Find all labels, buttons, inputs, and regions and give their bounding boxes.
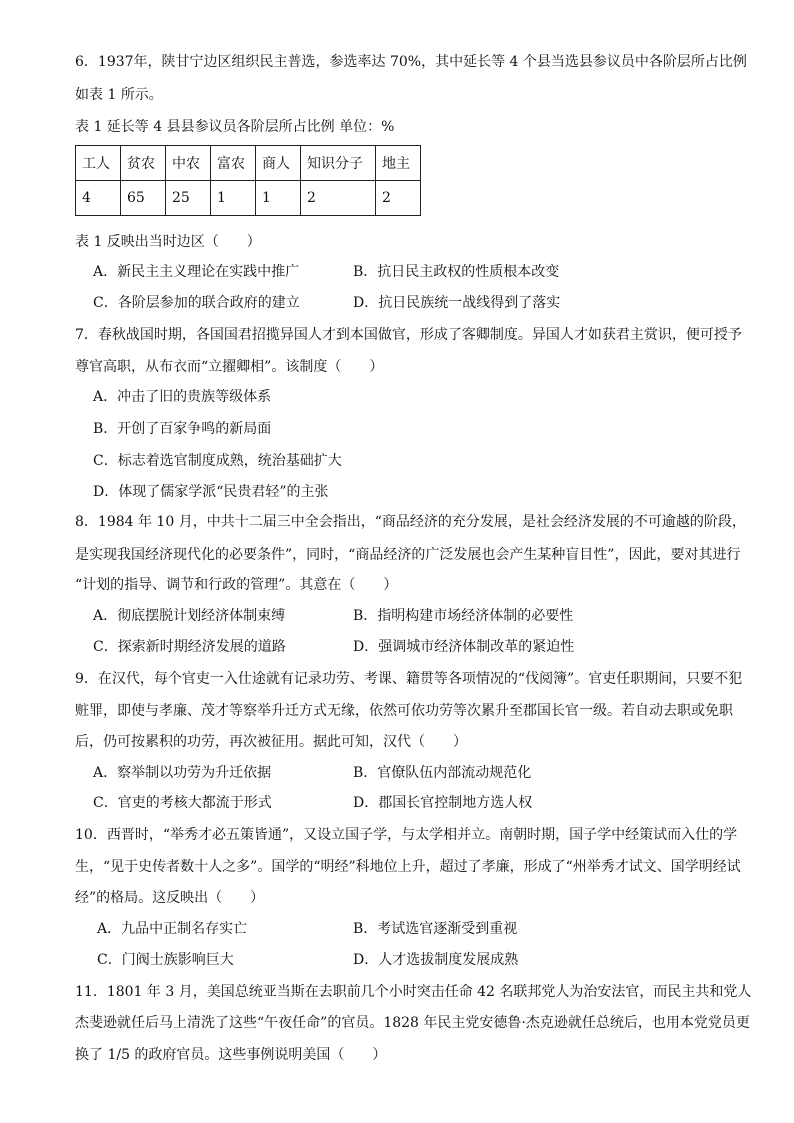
q11-line2: 杰斐逊就任后马上清洗了这些“午夜任命”的官员。1828 年民主党安德鲁·杰克逊就任总统后，也用本党党员更	[75, 1015, 750, 1031]
q7-option-a: A．冲击了旧的贵族等级体系	[93, 389, 272, 405]
table-header-row	[76, 146, 421, 181]
q10-option-c: C．门阀士族影响巨大	[97, 952, 234, 968]
q10-line3: 经”的格局。这反映出（ ）	[75, 890, 265, 906]
q8-option-b: B．指明构建市场经济体制的必要性	[353, 608, 574, 624]
table-header-cell: 工人	[76, 146, 121, 181]
q6-option-c: C．各阶层参加的联合政府的建立	[93, 295, 300, 311]
q6-option-b: B．抗日民主政权的性质根本改变	[353, 264, 560, 280]
q9-line1: 9．在汉代，每个官吏一入仕途就有记录功劳、考课、籍贯等各项情况的“伐阅簿”。官吏任职期间，只要不犯	[75, 671, 743, 687]
q9-option-d: D．郡国长官控制地方选人权	[353, 795, 533, 811]
table-header-cell: 富农	[211, 146, 256, 181]
q9-option-b: B．官僚队伍内部流动规范化	[353, 765, 532, 781]
q9-option-a: A．察举制以功劳为升迁依据	[93, 765, 272, 781]
q7-line1: 7．春秋战国时期，各国国君招揽异国人才到本国做官，形成了客卿制度。异国人才如获君主赏识，便可授予	[75, 327, 742, 343]
q8-option-c: C．探索新时期经济发展的道路	[93, 639, 286, 655]
q11-line3: 换了 1/5 的政府官员。这些事例说明美国（ ）	[75, 1047, 387, 1063]
q10-option-d: D．人才选拔制度发展成熟	[353, 952, 519, 968]
table-header-cell: 知识分子	[301, 146, 376, 181]
q9-line3: 后，仍可按累积的功劳，再次被征用。据此可知，汉代（ ）	[75, 734, 467, 750]
q8-line3: “计划的指导、调节和行政的管理”。其意在（ ）	[75, 577, 398, 593]
q11-line1: 11．1801 年 3 月，美国总统亚当斯在去职前几个小时突击任命 42 名联邦党人为治安法官，而民主共和党人	[75, 984, 752, 1000]
q6-option-a: A．新民主主义理论在实践中推广	[93, 264, 300, 280]
q6-option-d: D．抗日民族统一战线得到了落实	[353, 295, 561, 311]
table-cell: 2	[301, 181, 376, 216]
table-row	[76, 181, 421, 216]
q10-line2: 生，“见于史传者数十人之多”。国学的“明经”科地位上升，超过了孝廉，形成了“州举秀才试文、国学明经试	[75, 859, 741, 875]
q6-ratio-table	[75, 145, 421, 216]
q6-stem: 表 1 反映出当时边区（ ）	[75, 234, 261, 250]
q8-option-d: D．强调城市经济体制改革的紧迫性	[353, 639, 575, 655]
q8-line1: 8．1984 年 10 月，中共十二届三中全会指出，“商品经济的充分发展，是社会经济发展的不可逾越的阶段，	[75, 514, 746, 530]
q7-option-b: B．开创了百家争鸣的新局面	[93, 421, 272, 437]
q6-line2: 如表 1 所示。	[75, 87, 163, 103]
table-cell: 2	[376, 181, 421, 216]
q7-line2: 尊官高职，从布衣而“立擢卿相”。该制度（ ）	[75, 359, 384, 375]
table-cell: 1	[211, 181, 256, 216]
table-cell: 65	[121, 181, 166, 216]
q8-option-a: A．彻底摆脱计划经济体制束缚	[93, 608, 286, 624]
q9-option-c: C．官吏的考核大都流于形式	[93, 795, 272, 811]
table-cell: 4	[76, 181, 121, 216]
q9-line2: 赃罪，即使与孝廉、茂才等察举升迁方式无缘，依然可依功劳等次累升至郡国长官一级。若自动去职或免职	[75, 703, 733, 719]
q8-line2: 是实现我国经济现代化的必要条件”，同时，“商品经济的广泛发展也会产生某种盲目性”，因此，要对其进行	[75, 547, 741, 563]
table-header-cell: 中农	[166, 146, 211, 181]
table-header-cell: 贫农	[121, 146, 166, 181]
table-header-cell: 商人	[256, 146, 301, 181]
q6-table-caption: 表 1 延长等 4 县县参议员各阶层所占比例 单位：%	[75, 119, 395, 135]
q7-option-c: C．标志着选官制度成熟，统治基础扩大	[93, 453, 342, 469]
table-cell: 1	[256, 181, 301, 216]
table-header-cell: 地主	[376, 146, 421, 181]
q7-option-d: D．体现了儒家学派“民贵君轻”的主张	[93, 484, 329, 500]
q10-option-b: B．考试选官逐渐受到重视	[353, 921, 518, 937]
q10-option-a: A．九品中正制名存实亡	[97, 921, 248, 937]
q6-line1: 6．1937年，陕甘宁边区组织民主普选，参选率达 70%，其中延长等 4 个县当选县参议员中各阶层所占比例	[75, 54, 747, 70]
q10-line1: 10．西晋时，“举秀才必五策皆通”，又设立国子学，与太学相并立。南朝时期，国子学中经策试而入仕的学	[75, 827, 738, 843]
table-cell: 25	[166, 181, 211, 216]
